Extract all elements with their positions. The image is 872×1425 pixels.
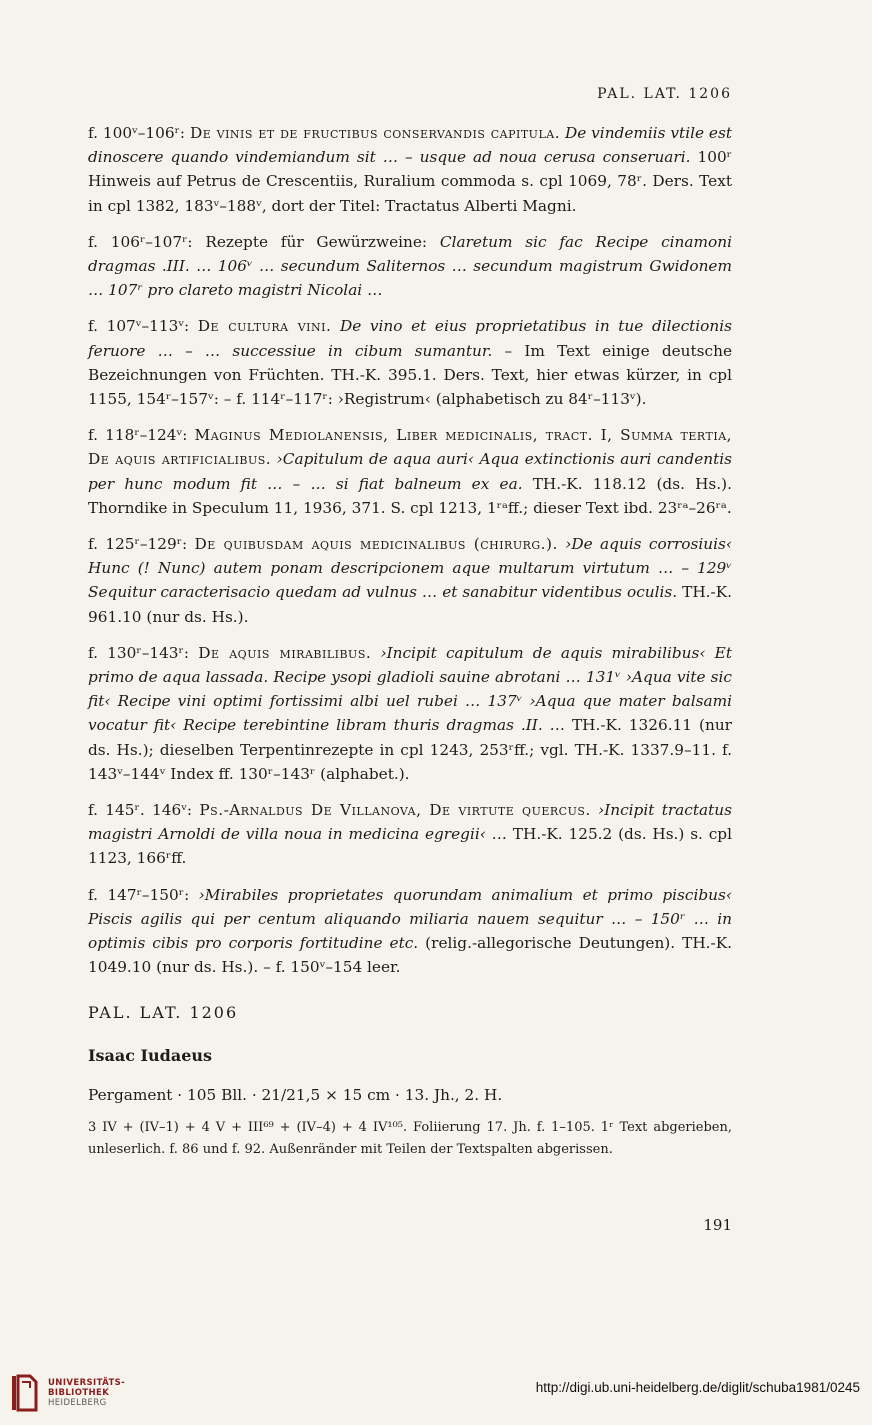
entry-rubric: Rezepte für Gewürzweine: [205, 232, 428, 251]
entry [88, 121, 732, 218]
entry [88, 532, 732, 629]
entry-note: 100ʳ Hinweis auf Petrus de Crescentiis, Ruralium commoda s. cpl 1069, 78ʳ. Ders. Text in cpl 1382, 183ᵛ–188ᵛ, dort der Titel: Tractatus Alberti Magni. [88, 148, 732, 215]
entry-folio: f. 100ᵛ–106ʳ: [88, 124, 186, 142]
entry-incipit: De vindemiis vtile est dinoscere quando vindemiandum sit … – usque ad noua cerusa conseruari. [88, 124, 732, 167]
entry-note: TH.-K. 118.12 (ds. Hs.). Thorndike in Speculum 11, 1936, 371. S. cpl 1213, 1ʳᵃff.; dieser Text ibd. 23ʳᵃ–26ʳᵃ. [88, 474, 732, 517]
entry-incipit: ›Mirabiles proprietates quorundam animalium et primo piscibus‹ Piscis agilis qui per centum aliquando miliaria nauem sequitur … – 150ʳ … in optimis cibis pro corporis fortitudine etc. [88, 885, 732, 953]
collation-note: 3 IV + (IV–1) + 4 V + III⁶⁹ + (IV–4) + 4 IV¹⁰⁵. Foliierung 17. Jh. f. 1–105. 1ʳ Text abgerieben, unleserlich. f. 86 und f. 92. Außenränder mit Teilen der Textspalten abgerissen. [88, 1120, 732, 1157]
author-heading: Isaac Iudaeus [88, 1046, 213, 1065]
entry-incipit: ›Incipit capitulum de aquis mirabilibus‹ Et primo de aqua lassada. Recipe ysopi gladioli sauine abrotani … 131ᵛ ›Aqua vite sic fit‹ Recipe vini optimi fortissimi albi uel rubei … 137ᵛ ›Aqua que mater balsami vocatur fit‹ Recipe terebintine libram thuris dragmas .II. … [88, 643, 732, 735]
entry [88, 423, 732, 520]
entry-note: – Im Text einige deutsche Bezeichnungen von Früchten. TH.-K. 395.1. Ders. Text, hier etwas kürzer, in cpl 1155, 154ʳ–157ᵛ: – f. 114ʳ–117ʳ: ›Registrum‹ (alphabetisch zu 84ʳ–113ᵛ). [88, 341, 732, 409]
source-url-link[interactable]: http://digi.ub.uni-heidelberg.de/diglit/schuba1981/0245 [535, 1380, 860, 1395]
entry-note: TH.-K. 1326.11 (nur ds. Hs.); dieselben Terpentinrezepte in cpl 1243, 253ʳff.; vgl. TH.-K. 1337.9–11. f. 143ᵛ–144ᵛ Index ff. 130ʳ–143ʳ (alphabet.). [88, 716, 732, 783]
entry-incipit: De vino et eius proprietatibus in tue dilectionis feruore … – … successiue in cibum sumantur. [88, 317, 732, 360]
entry-incipit: ›Capitulum de aqua auri‹ Aqua extinctionis auri candentis per hunc modum fit … – … si fiat balneum ex ea. [88, 450, 732, 493]
entry-folio: f. 107ᵛ–113ᵛ: [88, 317, 190, 336]
library-logo-icon [10, 1372, 40, 1414]
entry [88, 798, 732, 871]
entry [88, 230, 732, 303]
library-name-line: HEIDELBERG [48, 1398, 107, 1408]
entry-note: TH.-K. 961.10 (nur ds. Hs.). [88, 583, 732, 626]
entry-note: TH.-K. 125.2 (ds. Hs.) s. cpl 1123, 166ʳff. [88, 825, 732, 868]
entry-title: De aquis mirabilibus. [198, 643, 372, 662]
entry-incipit: ›De aquis corrosiuis‹ Hunc (! Nunc) autem ponam descripcionem aque multarum virtutum … – 129ᵛ Sequitur caracterisacio quedam ad vulnus … et sanabitur videntibus oculis. [88, 535, 732, 602]
entry-title: De cultura vini. [197, 317, 332, 336]
entry-title: De quibusdam aquis medicinalibus (chirurg.). [194, 535, 558, 554]
entry-incipit: Claretum sic fac Recipe cinamoni dragmas .III. … 106ᵛ … secundum Saliternos … secundum magistrum Gwidonem … 107ʳ pro clareto magistri Nicolai … [88, 232, 732, 300]
entry-folio: f. 125ʳ–129ʳ: [88, 535, 188, 554]
catalog-entries [88, 121, 732, 992]
entry [88, 314, 732, 411]
entry-title: De vinis et de fructibus conservandis capitula. [189, 124, 561, 142]
entry-title: Ps.-Arnaldus De Villanova, De virtute quercus. [199, 801, 591, 820]
entry-title: Maginus Mediolanensis, Liber medicinalis, tract. I, Summa tertia, De aquis artificialibus. [88, 426, 732, 469]
entry-incipit: ›Incipit tractatus magistri Arnoldi de villa noua in medicina egregii‹ … [88, 801, 732, 844]
entry [88, 883, 732, 980]
physical-description: Pergament · 105 Bll. · 21/21,5 × 15 cm · 13. Jh., 2. H. [88, 1086, 503, 1104]
entry-folio: f. 106ʳ–107ʳ: [88, 232, 193, 251]
library-name [48, 1378, 125, 1408]
page-number: 191 [703, 1216, 732, 1234]
running-head: PAL. LAT. 1206 [597, 86, 732, 102]
footer-bar [0, 1370, 872, 1425]
library-name-line: BIBLIOTHEK [48, 1388, 110, 1398]
entry-folio: f. 147ʳ–150ʳ: [88, 885, 190, 904]
entry-folio: f. 118ʳ–124ᵛ: [88, 426, 188, 445]
entry-note: (relig.-allegorische Deutungen). TH.-K. 1049.10 (nur ds. Hs.). – f. 150ᵛ–154 leer. [88, 934, 732, 977]
section-title: PAL. LAT. 1206 [88, 1003, 239, 1022]
entry-folio: f. 145ʳ. 146ᵛ: [88, 801, 193, 820]
entry [88, 641, 732, 786]
library-name-line: UNIVERSITÄTS- [48, 1378, 126, 1388]
entry-folio: f. 130ʳ–143ʳ: [88, 643, 190, 662]
